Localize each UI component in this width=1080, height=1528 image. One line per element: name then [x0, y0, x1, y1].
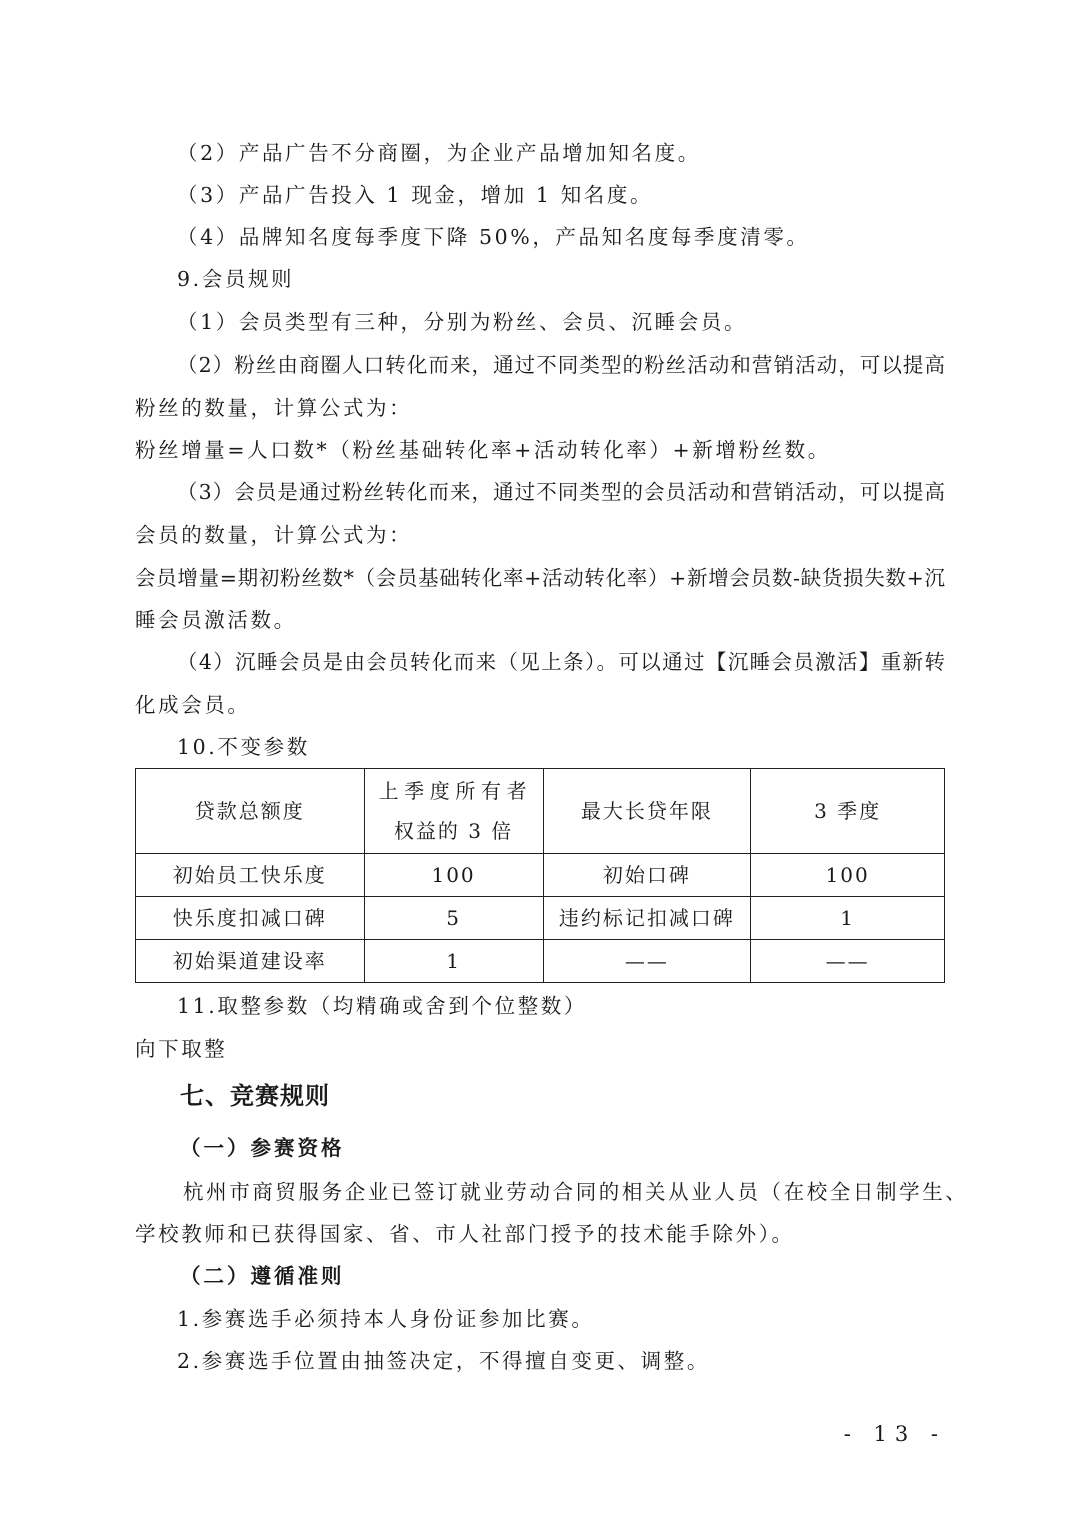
table-cell: 初始渠道建设率 — [136, 940, 365, 983]
page-number: - 13 - — [843, 1422, 946, 1446]
chapter-heading: 七、竞赛规则 — [180, 1082, 330, 1110]
paragraph-line: （2）产品广告不分商圈，为企业产品增加知名度。 — [177, 141, 701, 165]
table-row — [136, 940, 945, 983]
paragraph-line: 化成会员。 — [135, 693, 251, 717]
table-cell: 100 — [751, 854, 945, 897]
table-cell: 违约标记扣减口碑 — [543, 897, 751, 940]
subsection-heading: （二）遵循准则 — [180, 1264, 345, 1288]
formula-line: 睡会员激活数。 — [135, 608, 297, 632]
formula-line: 会员增量=期初粉丝数*（会员基础转化率+活动转化率）+新增会员数-缺货损失数+沉 — [135, 566, 945, 590]
section-heading: 11.取整参数（均精确或舍到个位整数） — [177, 994, 588, 1018]
table-cell: 初始口碑 — [543, 854, 751, 897]
table-row — [136, 897, 945, 940]
table-cell: 最大长贷年限 — [543, 769, 751, 854]
paragraph-line: （3）会员是通过粉丝转化而来，通过不同类型的会员活动和营销活动，可以提高 — [177, 480, 945, 504]
table-cell: —— — [751, 940, 945, 983]
section-heading: 10.不变参数 — [177, 735, 310, 759]
table-cell: 1 — [751, 897, 945, 940]
parameter-table — [135, 768, 945, 983]
table-cell — [364, 769, 543, 854]
formula-line: 粉丝增量=人口数*（粉丝基础转化率+活动转化率）+新增粉丝数。 — [135, 438, 831, 462]
table-cell: 100 — [364, 854, 543, 897]
table-row — [136, 854, 945, 897]
paragraph-line: 1.参赛选手必须持本人身份证参加比赛。 — [177, 1307, 595, 1331]
section-heading: 9.会员规则 — [177, 267, 295, 291]
paragraph-line: （4）品牌知名度每季度下降 50%，产品知名度每季度清零。 — [177, 225, 810, 249]
table-cell: 快乐度扣减口碑 — [136, 897, 365, 940]
table-cell: 3 季度 — [751, 769, 945, 854]
paragraph-line: （4）沉睡会员是由会员转化而来（见上条）。可以通过【沉睡会员激活】重新转 — [177, 650, 945, 674]
table-cell: 初始员工快乐度 — [136, 854, 365, 897]
table-cell: 贷款总额度 — [136, 769, 365, 854]
subsection-heading: （一）参赛资格 — [180, 1136, 345, 1160]
paragraph-line: 杭州市商贸服务企业已签订就业劳动合同的相关从业人员（在校全日制学生、 — [183, 1180, 969, 1204]
paragraph-line: （1）会员类型有三种，分别为粉丝、会员、沉睡会员。 — [177, 310, 748, 334]
paragraph-line: （2）粉丝由商圈人口转化而来，通过不同类型的粉丝活动和营销活动，可以提高 — [177, 353, 945, 377]
paragraph-line: 粉丝的数量，计算公式为： — [135, 396, 413, 420]
paragraph-line: （3）产品广告投入 1 现金，增加 1 知名度。 — [177, 183, 654, 207]
paragraph-line: 学校教师和已获得国家、省、市人社部门授予的技术能手除外）。 — [135, 1222, 795, 1246]
table-cell: 1 — [364, 940, 543, 983]
paragraph-line: 2.参赛选手位置由抽签决定，不得擅自变更、调整。 — [177, 1349, 710, 1373]
table-row — [136, 769, 945, 854]
table-cell: —— — [543, 940, 751, 983]
paragraph-line: 会员的数量，计算公式为： — [135, 523, 413, 547]
table-cell: 5 — [364, 897, 543, 940]
paragraph-line: 向下取整 — [135, 1037, 228, 1061]
table-cell-text: 上季度所有者权益的 3 倍 — [378, 779, 529, 843]
